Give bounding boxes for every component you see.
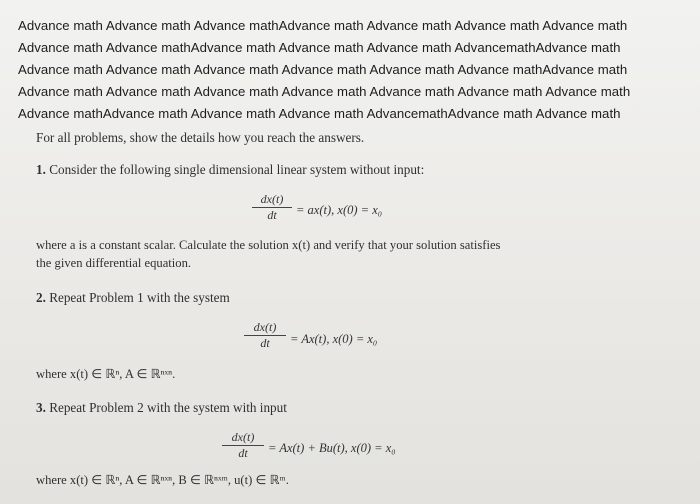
problem2-number: 2.	[36, 290, 46, 305]
header-line-1: Advance math Advance math Advance mathAdvance math Advance math Advance math Advance math	[18, 18, 628, 33]
problem2-where: where x(t) ∈ ℝⁿ, A ∈ ℝⁿˣⁿ.	[36, 367, 176, 381]
problem2-fraction	[244, 320, 286, 351]
problem1-number: 1.	[36, 162, 46, 177]
header-line-3: Advance math Advance math Advance math Advance math Advance math Advance mathAdvance math	[18, 62, 628, 77]
problem2-equation-rhs: = Ax(t), x(0) = x₀	[290, 332, 378, 346]
problem3-heading	[36, 400, 287, 416]
problem3-where: where x(t) ∈ ℝⁿ, A ∈ ℝⁿˣⁿ, B ∈ ℝⁿˣᵐ, u(t) ∈ ℝᵐ.	[36, 473, 289, 487]
problem3-equation-rhs: = Ax(t) + Bu(t), x(0) = x₀	[268, 441, 396, 455]
header-line-4: Advance math Advance math Advance math Advance math Advance math Advance math Advance math	[18, 84, 631, 99]
intro-text: For all problems, show the details how you reach the answers.	[36, 130, 365, 145]
header-line-5: Advance mathAdvance math Advance math Advance math AdvancemathAdvance math Advance math	[18, 106, 621, 121]
problem3-number: 3.	[36, 400, 46, 415]
problem1-text: Consider the following single dimensional linear system without input:	[49, 162, 425, 177]
problem1-heading	[36, 162, 424, 178]
problem3-fraction	[222, 430, 264, 461]
problem2-heading	[36, 290, 230, 306]
problem1-where-2: the given differential equation.	[36, 256, 192, 270]
problem1-where-1: where a is a constant scalar. Calculate the solution x(t) and verify that your solution satisfies	[36, 238, 501, 252]
problem1-frac-den: dt	[267, 208, 277, 222]
problem1-fraction	[252, 192, 292, 223]
problem3-frac-den: dt	[238, 446, 248, 460]
problem1-frac-num: dx(t)	[252, 192, 292, 208]
problem2-frac-den: dt	[260, 336, 270, 350]
problem1-equation-rhs: = ax(t), x(0) = x₀	[296, 203, 383, 217]
header-line-2: Advance math Advance mathAdvance math Advance math Advance math AdvancemathAdvance math	[18, 40, 621, 55]
problem3-frac-num: dx(t)	[222, 430, 264, 446]
problem2-text: Repeat Problem 1 with the system	[49, 290, 230, 305]
problem2-frac-num: dx(t)	[244, 320, 286, 336]
problem3-text: Repeat Problem 2 with the system with input	[49, 400, 287, 415]
